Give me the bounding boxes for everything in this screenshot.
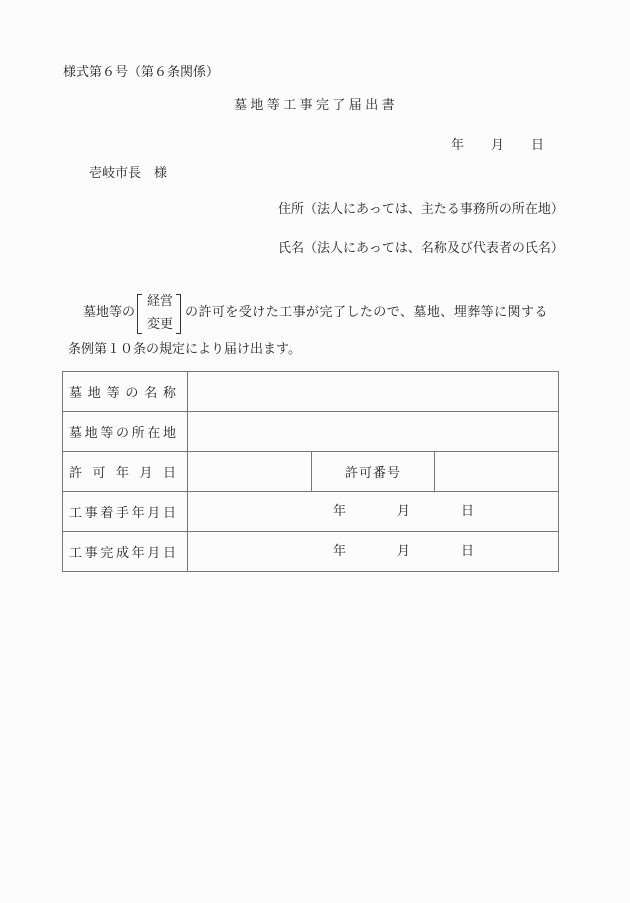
- label-char: 地: [162, 426, 176, 441]
- label-char: 手: [115, 506, 129, 521]
- label-char: 事: [84, 546, 98, 561]
- label-char: 日: [162, 506, 176, 521]
- label-char: 年: [115, 466, 129, 481]
- option-bracket: [137, 292, 181, 334]
- label-char: 墓: [69, 426, 83, 441]
- label-char: 日: [162, 466, 176, 481]
- label-char: 称: [162, 386, 176, 401]
- label-char: 完: [100, 546, 114, 561]
- value-permit-number[interactable]: [435, 452, 559, 492]
- date-day-label: 日: [461, 504, 475, 519]
- label-char: 成: [115, 546, 129, 561]
- value-cemetery-location[interactable]: [188, 412, 559, 452]
- submission-date-day: 日: [531, 138, 545, 153]
- table-row-permit-date: [63, 452, 559, 492]
- applicant-name-label: 氏名（法人にあっては、名称及び代表者の氏名）: [278, 241, 564, 256]
- label-char: の: [115, 426, 129, 441]
- addressee-honorific: 様: [154, 166, 168, 181]
- addressee-name: 壱岐市長: [89, 166, 142, 181]
- bracket-right-icon: [176, 294, 181, 334]
- option-management: 経営: [147, 294, 174, 309]
- label-char: 日: [162, 546, 176, 561]
- option-change: 変更: [147, 317, 174, 332]
- label-char: 月: [147, 546, 161, 561]
- label-char: 年: [131, 506, 145, 521]
- body-text-line1-start: 墓地等の: [83, 305, 136, 320]
- table-row-construction-complete: [63, 532, 559, 572]
- date-month-label: 月: [397, 544, 411, 559]
- date-day-label: 日: [461, 544, 475, 559]
- label-construction-complete-date: [63, 532, 188, 572]
- table-row-cemetery-location: [63, 412, 559, 452]
- label-cemetery-name: [63, 372, 188, 412]
- label-char: 所: [131, 426, 145, 441]
- table-row-cemetery-name: [63, 372, 559, 412]
- label-char: 地: [87, 386, 101, 401]
- label-char: 年: [131, 546, 145, 561]
- date-year-label: 年: [333, 504, 347, 519]
- label-char: 着: [100, 506, 114, 521]
- label-char: 名: [144, 386, 158, 401]
- label-char: 可: [92, 466, 106, 481]
- table-row-construction-start: [63, 492, 559, 532]
- value-cemetery-name[interactable]: [188, 372, 559, 412]
- date-year-label: 年: [333, 544, 347, 559]
- label-char: 墓: [69, 386, 83, 401]
- value-construction-start-date[interactable]: [188, 492, 559, 532]
- label-permit-number: 許可番号: [311, 452, 435, 492]
- label-char: 月: [139, 466, 153, 481]
- label-char: 等: [100, 426, 114, 441]
- applicant-address-label: 住所（法人にあっては、主たる事務所の所在地）: [278, 202, 564, 217]
- body-text-line1-end: の許可を受けた工事が完了したので、墓地、埋葬等に関する: [185, 305, 548, 320]
- label-char: の: [125, 386, 139, 401]
- document-title: 墓地等工事完了届出書: [234, 98, 399, 113]
- submission-date-year: 年: [451, 138, 465, 153]
- label-cemetery-location: [63, 412, 188, 452]
- body-text-line2: 条例第１０条の規定により届け出ます。: [68, 342, 301, 357]
- submission-date-month: 月: [491, 138, 505, 153]
- value-construction-complete-date[interactable]: [188, 532, 559, 572]
- label-char: 許: [69, 466, 83, 481]
- addressee: [89, 167, 167, 180]
- label-char: 地: [84, 426, 98, 441]
- form-number: 様式第６号（第６条関係）: [63, 65, 220, 80]
- label-char: 工: [69, 546, 83, 561]
- label-char: 在: [147, 426, 161, 441]
- label-char: 工: [69, 506, 83, 521]
- info-table: [62, 371, 559, 572]
- label-permit-date: [63, 452, 188, 492]
- value-permit-date[interactable]: [188, 452, 312, 492]
- date-month-label: 月: [397, 504, 411, 519]
- label-char: 月: [147, 506, 161, 521]
- bracket-left-icon: [137, 294, 142, 334]
- label-char: 事: [84, 506, 98, 521]
- label-construction-start-date: [63, 492, 188, 532]
- label-char: 等: [106, 386, 120, 401]
